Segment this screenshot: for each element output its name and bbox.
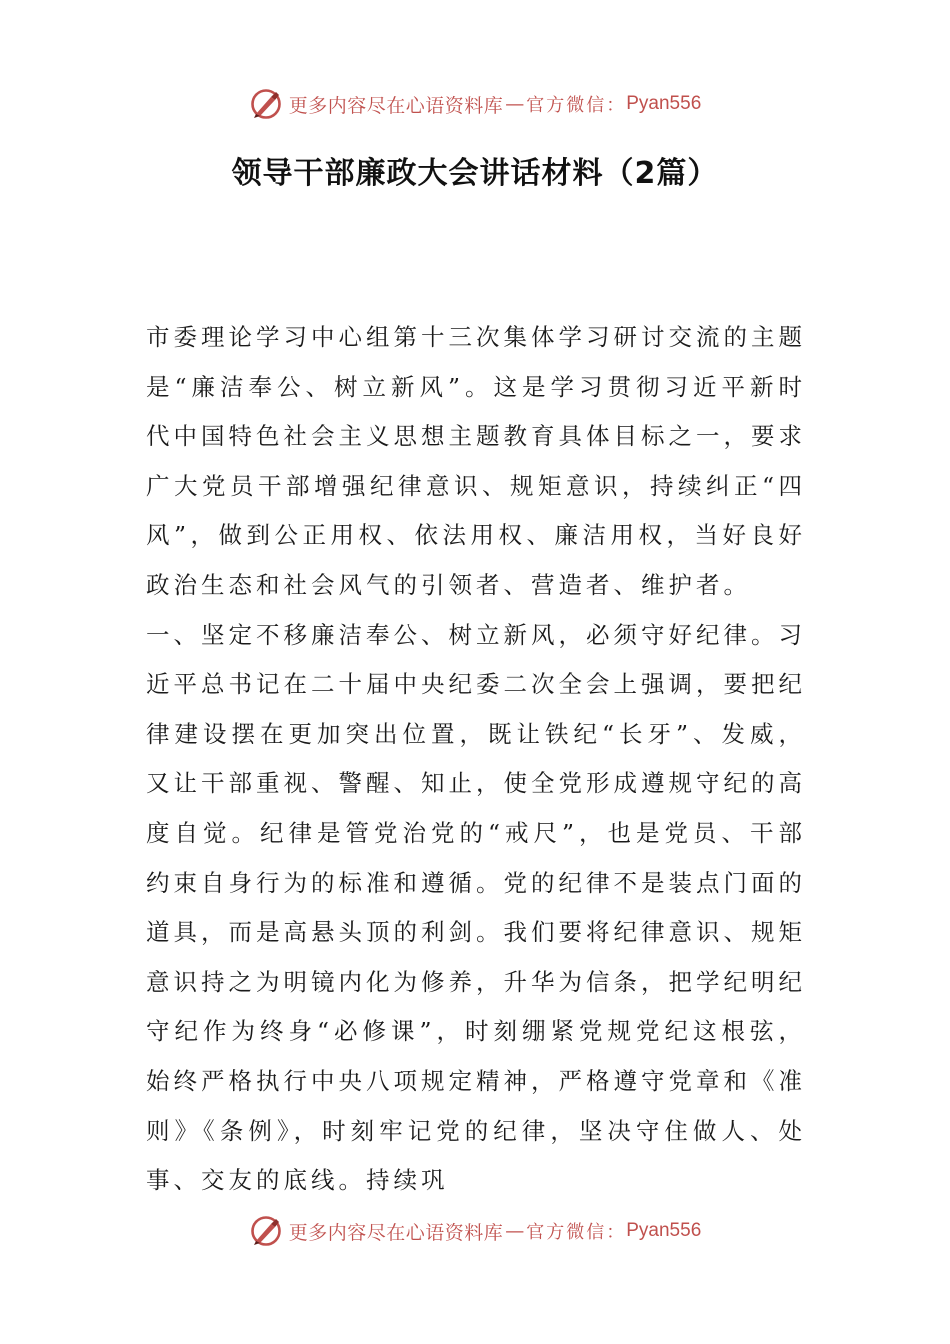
- watermark-dash: —: [505, 1220, 525, 1242]
- watermark-label: 官方微信：: [526, 95, 627, 116]
- header-watermark: [0, 84, 950, 124]
- watermark-dash: —: [505, 93, 525, 115]
- watermark-wechat-id: Pyan556: [626, 93, 702, 114]
- watermark-wechat-id: Pyan556: [626, 1220, 702, 1241]
- pen-circle-logo-icon: [249, 1214, 283, 1248]
- watermark-text: 更多内容尽在心语资料库: [288, 94, 504, 117]
- body-paragraph: 一、坚定不移廉洁奉公、树立新风，必须守好纪律。习近平总书记在二十届中央纪委二次全会上强调，要把纪律建设摆在更加突出位置，既让铁纪“长牙”、发威，又让干部重视、警醒、知止，使全党形成遵规守纪的高度自觉。纪律是管党治党的“戒尺”，也是党员、干部约束自身行为的标准和遵循。党的纪律不是装点门面的道具，而是高悬头顶的利剑。我们要将纪律意识、规矩意识持之为明镜内化为修养，升华为信条，把学纪明纪守纪作为终身“必修课”，时刻绷紧党规党纪这根弦，始终严格执行中央八项规定精神，严格遵守党章和《准则》《条例》，时刻牢记党的纪律，坚决守住做人、处事、交友的底线。持续巩: [146, 620, 806, 1195]
- body-paragraph: 市委理论学习中心组第十三次集体学习研讨交流的主题是“廉洁奉公、树立新风”。这是学习贯彻习近平新时代中国特色社会主义思想主题教育具体目标之一，要求广大党员干部增强纪律意识、规矩意识，持续纠正“四风”，做到公正用权、依法用权、廉洁用权，当好良好政治生态和社会风气的引领者、营造者、维护者。: [146, 323, 806, 599]
- document-title: 领导干部廉政大会讲话材料（2篇）: [231, 156, 719, 191]
- watermark-label: 官方微信：: [526, 1222, 627, 1243]
- document-body: [146, 313, 806, 1206]
- watermark-text: 更多内容尽在心语资料库: [288, 1221, 504, 1244]
- footer-watermark: [0, 1211, 950, 1251]
- pen-circle-logo-icon: [249, 87, 283, 121]
